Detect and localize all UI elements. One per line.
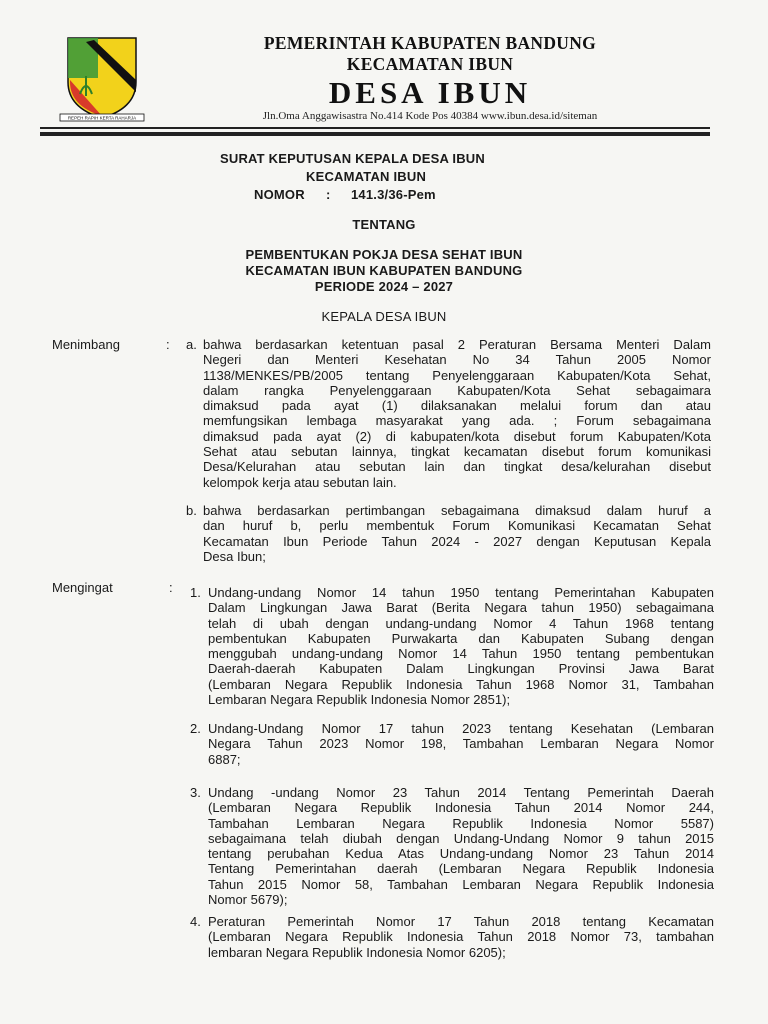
text-line: telah di ubah dengan undang-undang Nomor 4 Tahun 1968 tentang [208, 615, 714, 631]
letterhead-government: PEMERINTAH KABUPATEN BANDUNG [263, 33, 597, 53]
text-line: dan huruf b, perlu membentuk Forum Komunikasi Kecamatan Sehat [203, 518, 711, 534]
text-line: kelompok kerja atau sebutan lain. [203, 474, 397, 490]
subject-line-1: PEMBENTUKAN POKJA DESA SEHAT IBUN [245, 247, 523, 262]
text-line: Undang-Undang Nomor 17 tahun 2023 tentang Kesehatan (Lembaran [208, 721, 714, 736]
mengingat-3-marker: 3. [190, 785, 201, 800]
decree-number-value: 141.3/36-Pem [351, 187, 436, 202]
bandung-regency-emblem-icon [40, 34, 156, 124]
text-line: Daerah-daerah Kabupaten Dalam Lingkungan Provinsi Jawa Barat [208, 661, 714, 677]
decree-number-colon: : [326, 187, 331, 202]
text-line: Undang -undang Nomor 23 Tahun 2014 Tentang Pemerintah Daerah [208, 785, 714, 800]
menimbang-b-marker: b. [186, 503, 197, 518]
text-line: Tentang Pemerintahan daerah (Lembaran Negara Republik Indonesia [208, 861, 714, 877]
logo-ribbon-text: REPEH RAPIH KERTA RAHARJA [67, 115, 137, 121]
text-line: Sehat atau sebutan lainnya, tingkat kecamatan disebut forum komunikasi [203, 444, 711, 460]
mengingat-2-marker: 2. [190, 721, 201, 736]
subject-line-3: PERIODE 2024 – 2027 [314, 279, 454, 294]
text-line: Negeri dan Menteri Kesehatan No 34 Tahun 2005 Nomor [203, 352, 711, 368]
mengingat-4-text [208, 914, 714, 960]
text-line: Peraturan Pemerintah Nomor 17 Tahun 2018 tentang Kecamatan [208, 914, 714, 929]
mengingat-2-text [208, 721, 714, 767]
text-line: sebagaimana telah diubah dengan Undang-Undang Nomor 9 tahun 2015 [208, 830, 714, 846]
text-line: Undang-undang Nomor 14 tahun 1950 tentang Pemerintahan Kabupaten [208, 585, 714, 600]
menimbang-b-text [203, 503, 711, 564]
text-line: (Lembaran Negara Republik Indonesia Tahun 1968 Nomor 31, Tambahan [208, 676, 714, 692]
text-line: Nomor 5679); [208, 892, 288, 908]
letterhead-district: KECAMATAN IBUN [346, 54, 514, 74]
text-line: Kecamatan Ibun Periode Tahun 2024 - 2027 dengan Keputusan Kepala [203, 533, 711, 549]
text-line: dalam rangka Penyelenggaraan Kabupaten/Kota Sehat sebagaimara [203, 382, 711, 398]
mengingat-1-text [208, 585, 714, 707]
text-line: bahwa berdasarkan pertimbangan sebagaimana dimaksud dalam huruf a [203, 503, 711, 518]
text-line: Desa/Kelurahan atau sebutan lain dan tingkat desa/kelurahan disebut [203, 459, 711, 475]
kepala-heading: KEPALA DESA IBUN [321, 309, 447, 324]
tentang-heading: TENTANG [352, 217, 416, 232]
header-rule-thick [40, 132, 710, 136]
text-line: menggubah undang-undang Nomor 14 Tahun 1950 tentang pembentukan [208, 646, 714, 662]
text-line: Tambahan Lembaran Negara Republik Indonesia Nomor 5587) [208, 815, 714, 831]
text-line: 6887; [208, 751, 241, 767]
decree-district: KECAMATAN IBUN [306, 169, 427, 184]
text-line: lembaran Negara Republik Indonesia Nomor 6205); [208, 944, 506, 960]
text-line: (Lembaran Negara Republik Indonesia Tahun 2018 Nomor 73, tambahan [208, 929, 714, 945]
text-line: dimaksud pada ayat (1) dilaksanakan melalui forum dan atau [203, 398, 711, 414]
mengingat-label: Mengingat [52, 580, 113, 595]
menimbang-label: Menimbang [52, 337, 120, 352]
text-line: Negara Tahun 2023 Nomor 198, Tambahan Lembaran Negara Nomor [208, 736, 714, 752]
letterhead-address: Jln.Oma Anggawisastra No.414 Kode Pos 40384 www.ibun.desa.id/siteman [262, 110, 598, 122]
text-line: Tahun 2015 Nomor 58, Tambahan Lembaran Negara Republik Indonesia [208, 876, 714, 892]
text-line: 1138/MENKES/PB/2005 tentang Penyelenggaraan Kabupaten/Kota Sehat, [203, 367, 711, 383]
subject-line-2: KECAMATAN IBUN KABUPATEN BANDUNG [245, 263, 523, 278]
text-line: bahwa berdasarkan ketentuan pasal 2 Peraturan Bersama Menteri Dalam [203, 337, 711, 352]
letterhead-village: DESA IBUN [328, 75, 532, 110]
text-line: dimaksud pada ayat (2) di kabupaten/kota disebut forum Kabupaten/Kota [203, 428, 711, 444]
decree-title: SURAT KEPUTUSAN KEPALA DESA IBUN [220, 151, 485, 166]
text-line: Desa Ibun; [203, 548, 266, 564]
decree-number-label: NOMOR [254, 187, 305, 202]
menimbang-colon: : [166, 337, 170, 352]
text-line: Dalam Lingkungan Jawa Barat (Berita Negara tahun 1950) sebagaimana [208, 600, 714, 616]
text-line: tentang perubahan Kedua Atas Undang-undang Nomor 23 Tahun 2014 [208, 846, 714, 862]
text-line: memfungsikan lembaga masyarakat yang ada. ; Forum sebagaimana [203, 413, 711, 429]
text-line: pembentukan Kabupaten Purwakarta dan Kabupaten Subang dengan [208, 630, 714, 646]
header-rule-thin [40, 127, 710, 129]
text-line: (Lembaran Negara Republik Indonesia Tahun 2014 Nomor 244, [208, 800, 714, 816]
menimbang-a-marker: a. [186, 337, 197, 352]
mengingat-1-marker: 1. [190, 585, 201, 600]
mengingat-4-marker: 4. [190, 914, 201, 929]
text-line: Lembaran Negara Republik Indonesia Nomor 2851); [208, 692, 511, 708]
mengingat-3-text [208, 785, 714, 907]
mengingat-colon: : [169, 580, 173, 595]
menimbang-a-text [203, 337, 711, 490]
